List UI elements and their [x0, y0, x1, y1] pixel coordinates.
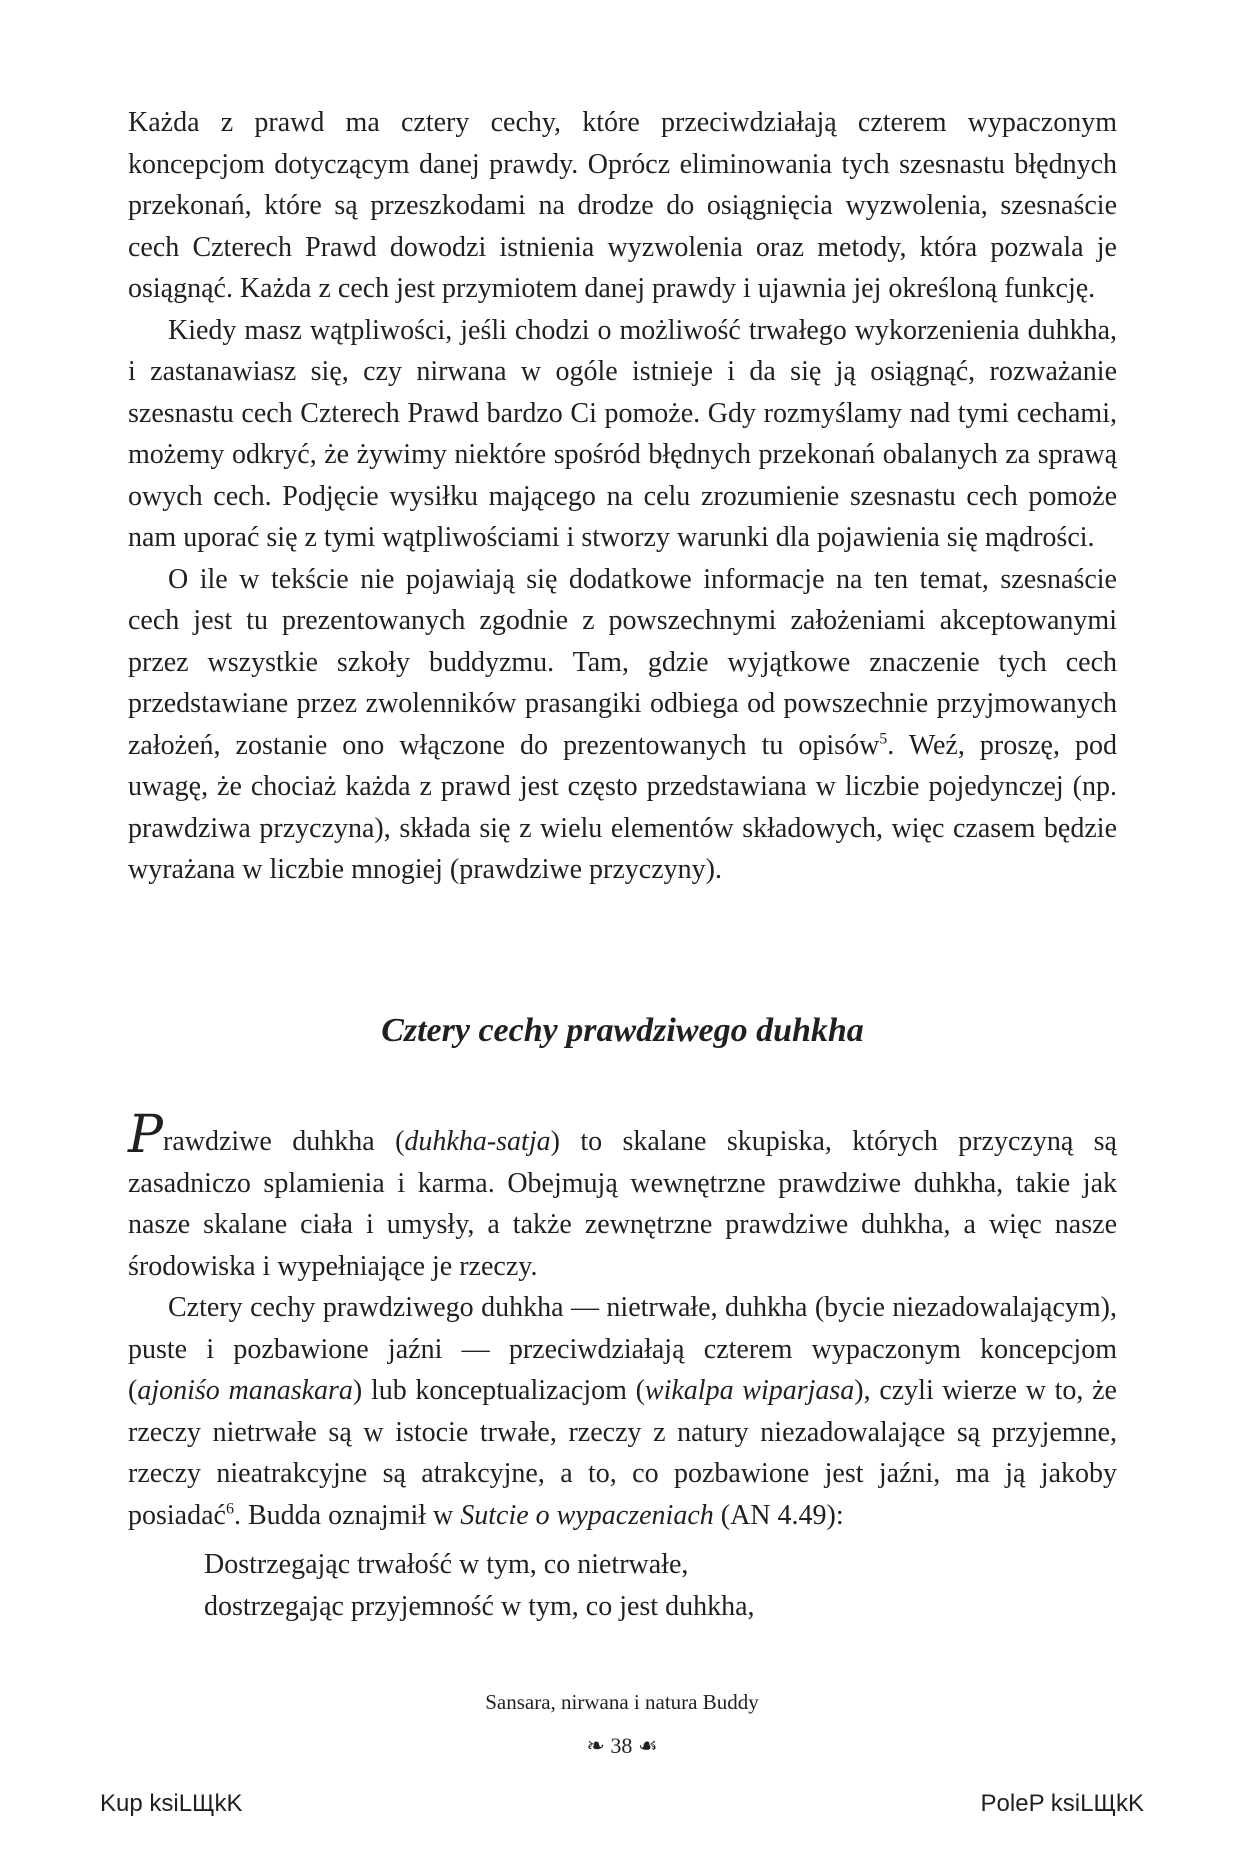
page-number: 38 [610, 1733, 633, 1758]
section-1-text [128, 102, 1117, 891]
paragraph-5-part-b: ) lub konceptualizacjom ( [352, 1375, 645, 1406]
quote-line-1: Dostrzegając trwałość w tym, co nietrwałe, [204, 1549, 689, 1580]
drop-cap: P [128, 1105, 163, 1165]
ornament-right-icon: ☙ [637, 1734, 658, 1759]
section-2-text [128, 1105, 1117, 1627]
term-ajoniso-manaskara: ajoniśo manaskara [137, 1375, 353, 1406]
paragraph-5-part-a: Cztery cechy prawdziwego duhkha — nietrwałe, duhkha (bycie niezadowalającym), puste i pozbawione jaźni — przeciwdziałają czterem wypaczonym koncepcjom ( [128, 1292, 1117, 1406]
paragraph-5 [128, 1287, 1117, 1536]
sutta-title: Sutcie o wypaczeniach [460, 1499, 714, 1531]
quote-line-2: dostrzegając przyjemność w tym, co jest duhkha, [204, 1590, 755, 1622]
ornament-left-icon: ❧ [586, 1734, 605, 1759]
paragraph-4-part-b: ) to skalane skupiska, których przyczyną są zasadniczo splamienia i karma. Obejmują wewnętrzne prawdziwe duhkha, takie jak nasze skalane ciała i umysły, a także zewnętrzne prawdziwe duhkha, a więc nasze środowiska i wypełniające je rzeczy. [128, 1126, 1117, 1282]
paragraph-4-part-a: rawdziwe duhkha ( [163, 1126, 405, 1157]
paragraph-1: Każda z prawd ma cztery cechy, które przeciwdziałają czterem wypaczonym koncepcjom dotyczącym danej prawdy. Oprócz eliminowania tych szesnastu błędnych przekonań, które są przeszkodami na drodze do osiągnięcia wyzwolenia, szesnaście cech Czterech Prawd dowodzi istnienia wyzwolenia oraz metody, która pozwala je osiągnąć. Każda z cech jest przymiotem danej prawdy i ujawnia jej określoną funkcję. [128, 107, 1117, 304]
running-footer-title: Sansara, nirwana i natura Buddy [485, 1690, 759, 1714]
term-duhkha-satja: duhkha-satja [404, 1126, 551, 1157]
paragraph-3-part-a: O ile w tekście nie pojawiają się dodatkowe informacje na ten temat, szesnaście cech jest tu prezentowanych zgodnie z powszechnymi założeniami akceptowanymi przez wszystkie szkoły buddyzmu. Tam, gdzie wyjątkowe znaczenie tych cech przedstawiane przez zwolenników prasangiki odbiega od powszechnie przyjmowanych założeń, zostanie ono włączone do prezentowanych tu opisów [128, 563, 1117, 761]
page-number-line [0, 1733, 1244, 1759]
recommend-book-link[interactable]: PoleP ksiLЩkK [980, 1790, 1144, 1817]
block-quote [204, 1544, 1117, 1627]
paragraph-3-part-b: . Weź, proszę, pod uwagę, że chociaż każda z prawd jest często przedstawiana w liczbie pojedynczej (np. prawdziwa przyczyna), składa się z wielu elementów składowych, więc czasem będzie wyrażana w liczbie mnogiej (prawdziwe przyczyny). [128, 729, 1117, 885]
footnote-ref-5[interactable]: 5 [879, 730, 888, 748]
footnote-ref-6[interactable]: 6 [225, 1500, 234, 1518]
paragraph-4 [128, 1105, 1117, 1287]
paragraph-5-part-e: (AN 4.49): [713, 1499, 844, 1531]
paragraph-5-part-c: ), czyli wierze w to, że rzeczy nietrwałe są w istocie trwałe, rzeczy z natury niezadowalające są przyjemne, rzeczy nieatrakcyjne są atrakcyjne, a to, co pozbawione jest jaźni, ma ją jakoby posiadać [128, 1375, 1117, 1531]
buy-book-link[interactable]: Kup ksiLЩkK [100, 1790, 243, 1817]
paragraph-3 [128, 559, 1117, 891]
term-wikalpa-wiparjasa: wikalpa wiparjasa [644, 1375, 855, 1406]
section-heading: Cztery cechy prawdziwego duhkha [381, 1012, 864, 1049]
paragraph-2: Kiedy masz wątpliwości, jeśli chodzi o możliwość trwałego wykorzenienia duhkha, i zastanawiasz się, czy nirwana w ogóle istnieje i da się ją osiągnąć, rozważanie szesnastu cech Czterech Prawd bardzo Ci pomoże. Gdy rozmyślamy nad tymi cechami, możemy odkryć, że żywimy niektóre spośród błędnych przekonań obalanych za sprawą owych cech. Podjęcie wysiłku mającego na celu zrozumienie szesnastu cech pomoże nam uporać się z tymi wątpliwościami i stworzy warunki dla pojawienia się mądrości. [128, 314, 1117, 553]
paragraph-5-part-d: . Budda oznajmił w [233, 1499, 461, 1531]
